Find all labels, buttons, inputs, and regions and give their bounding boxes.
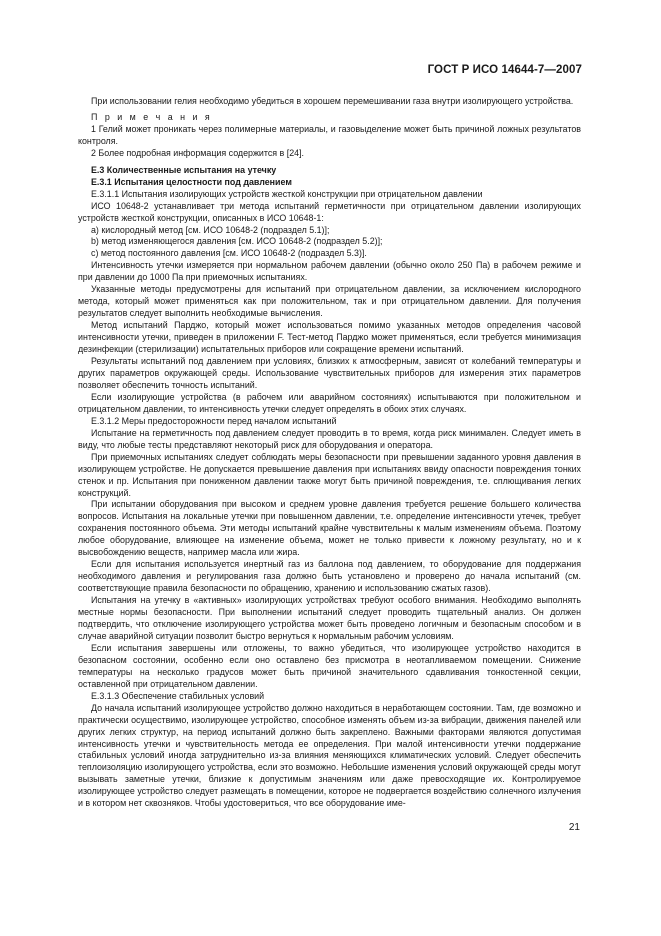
clause-heading-e313: Е.3.1.3 Обеспечение стабильных условий xyxy=(91,690,265,701)
paragraph-stable-conditions: До начала испытаний изолирующее устройство должно находиться в неработающем состоянии. Там, где возможно и практически осуществимо, изолирующее устройство, способное изменять объем из-за вибрации, движения панелей или других легких структур, на период испытаний должно быть закреплено. Важными факторами являются допустимая интенсивность утечки и чувствительность метода ее определения. При малой интенсивности утечки поддержание стабильных условий иногда затруднительно из-за влияния меняющихся климатических условий. Следует обеспечить теплоизоляцию изолирующего устройства, если это возможно. Небольшие изменения условий окружающей среды могут вызывать заметные утечки, близкие к допустимым значениям или даже превосходящие их. Контролируемое изолирующее устройство следует размещать в помещении, которое не подвергается воздействию солнечного излучения и в котором нет сквозняков. Чтобы удостовериться, что все оборудование име- xyxy=(78,702,581,809)
subsection-heading-e31: Е.3.1 Испытания целостности под давлением xyxy=(91,176,292,187)
paragraph-acceptance-safety: При приемочных испытаниях следует соблюдать меры безопасности при превышении заданного уровня давления в изолирующем устройстве. Не допускается превышение давления при испытаниях ввиду опасности повреждения тонких стенок и пр. Испытания при пониженном давлении также могут быть причиной повреждения, т.е. сплющивания легких конструкций. xyxy=(78,451,581,498)
document-header: ГОСТ Р ИСО 14644-7—2007 xyxy=(427,64,582,76)
note-1: 1 Гелий может проникать через полимерные материалы, и газовыделение может быть причиной ложных результатов контроля. xyxy=(78,123,581,146)
section-heading-e3: Е.3 Количественные испытания на утечку xyxy=(91,164,277,175)
paragraph-helium-mixing: При использовании гелия необходимо убедиться в хорошем перемешивании газа внутри изолирующего устройства. xyxy=(91,96,574,106)
list-item-c: с) метод постоянного давления [см. ИСО 10648-2 (подраздел 5.3)]. xyxy=(91,248,367,259)
paragraph-leak-intensity: Интенсивность утечки измеряется при нормальном рабочем давлении (обычно около 250 Па) в рабочем режиме и при давлении до 1000 Па при приемочных испытаниях. xyxy=(78,260,581,283)
paragraph-results-dependence: Результаты испытаний под давлением при условиях, близких к атмосферным, зависят от колебаний температуры и других параметров окружающей среды. Использование чувствительных приборов для измерения этих параметров позволяет обеспечить точность испытаний. xyxy=(78,356,581,390)
paragraph-both-pressures: Если изолирующие устройства (в рабочем или аварийном состояниях) испытываются при положительном и отрицательном давлении, то интенсивность утечки следует определять в обоих этих случаях. xyxy=(78,391,581,414)
paragraph-active-devices: Испытания на утечку в «активных» изолирующих устройствах требуют особого внимания. Необходимо выполнять местные нормы безопасности. При выполнении испытаний следует проводить тщательный анализ. Он должен подтвердить, что отключение изолирующего устройства может быть проведено логичным и безопасным способом и в случае аварийной ситуации позволит быстро вернуться к нормальным рабочим условиям. xyxy=(78,595,581,641)
list-item-b: b) метод изменяющегося давления [см. ИСО 10648-2 (подраздел 5.2)]; xyxy=(91,236,383,247)
paragraph-test-timing: Испытание на герметичность под давлением следует проводить в то время, когда риск минимален. Следует иметь в виду, что любые тесты представляют некоторый риск для оборудования и оператора. xyxy=(78,427,581,450)
note-2: 2 Более подробная информация содержится в [24]. xyxy=(91,147,304,158)
notes-title: П р и м е ч а н и я xyxy=(91,111,213,122)
paragraph-high-pressure: При испытании оборудования при высоком и среднем уровне давления требуется решение большего количества вопросов. Испытания на локальные утечки при повышенном давлении, т.е. определение интенсивности утечек, требует сохранения постоянного объема. Эти методы испытаний крайне чувствительны к малым изменениям объема. Поэтому любое оборудование, влияющее на изменение объема, может не только привести к ложному результату, но и к высвобождению веществ, например масла или жира. xyxy=(78,499,581,558)
paragraph-pardjo-method: Метод испытаний Парджо, который может использоваться помимо указанных методов определения часовой интенсивности утечки, приведен в приложении F. Тест-метод Парджо может применяться, если требуется минимизация дезинфекции (стерилизации) испытательных приборов или сокращение времени испытаний. xyxy=(78,320,581,355)
list-item-a: а) кислородный метод [см. ИСО 10648-2 (подраздел 5.1)]; xyxy=(91,224,330,235)
clause-heading-e311: Е.3.1.1 Испытания изолирующих устройств жесткой конструкции при отрицательном давлении xyxy=(91,188,483,199)
paragraph-completion-safety: Если испытания завершены или отложены, то важно убедиться, что изолирующее устройство находится в безопасном состоянии, особенно если оно оставлено без присмотра в неотапливаемом помещении. Снижение температуры на несколько градусов может быть причиной значительного сдавливания тонкостенной секции, оставленной при отрицательном давлении. xyxy=(78,642,581,689)
clause-heading-e312: Е.3.1.2 Меры предосторожности перед началом испытаний xyxy=(91,415,337,426)
page-number: 21 xyxy=(568,822,580,833)
document-body xyxy=(78,96,581,810)
paragraph-methods-scope: Указанные методы предусмотрены для испытаний при отрицательном давлении, за исключением кислородного метода, который может применяться как при положительном, так и при отрицательном давлении. Для получения результатов следует выполнить необходимые вычисления. xyxy=(78,284,581,319)
paragraph-iso-methods: ИСО 10648-2 устанавливает три метода испытаний герметичности при отрицательном давлении изолирующих устройств жесткой конструкции, описанных в ИСО 10648-1: xyxy=(78,200,581,223)
paragraph-inert-gas: Если для испытания используется инертный газ из баллона под давлением, то оборудование для поддержания необходимого давления и регулирования газа должно быть установлено и проверено до начала испытаний (см. соответствующие правила безопасности по обращению, хранению и использованию сжатых газов). xyxy=(78,559,581,594)
